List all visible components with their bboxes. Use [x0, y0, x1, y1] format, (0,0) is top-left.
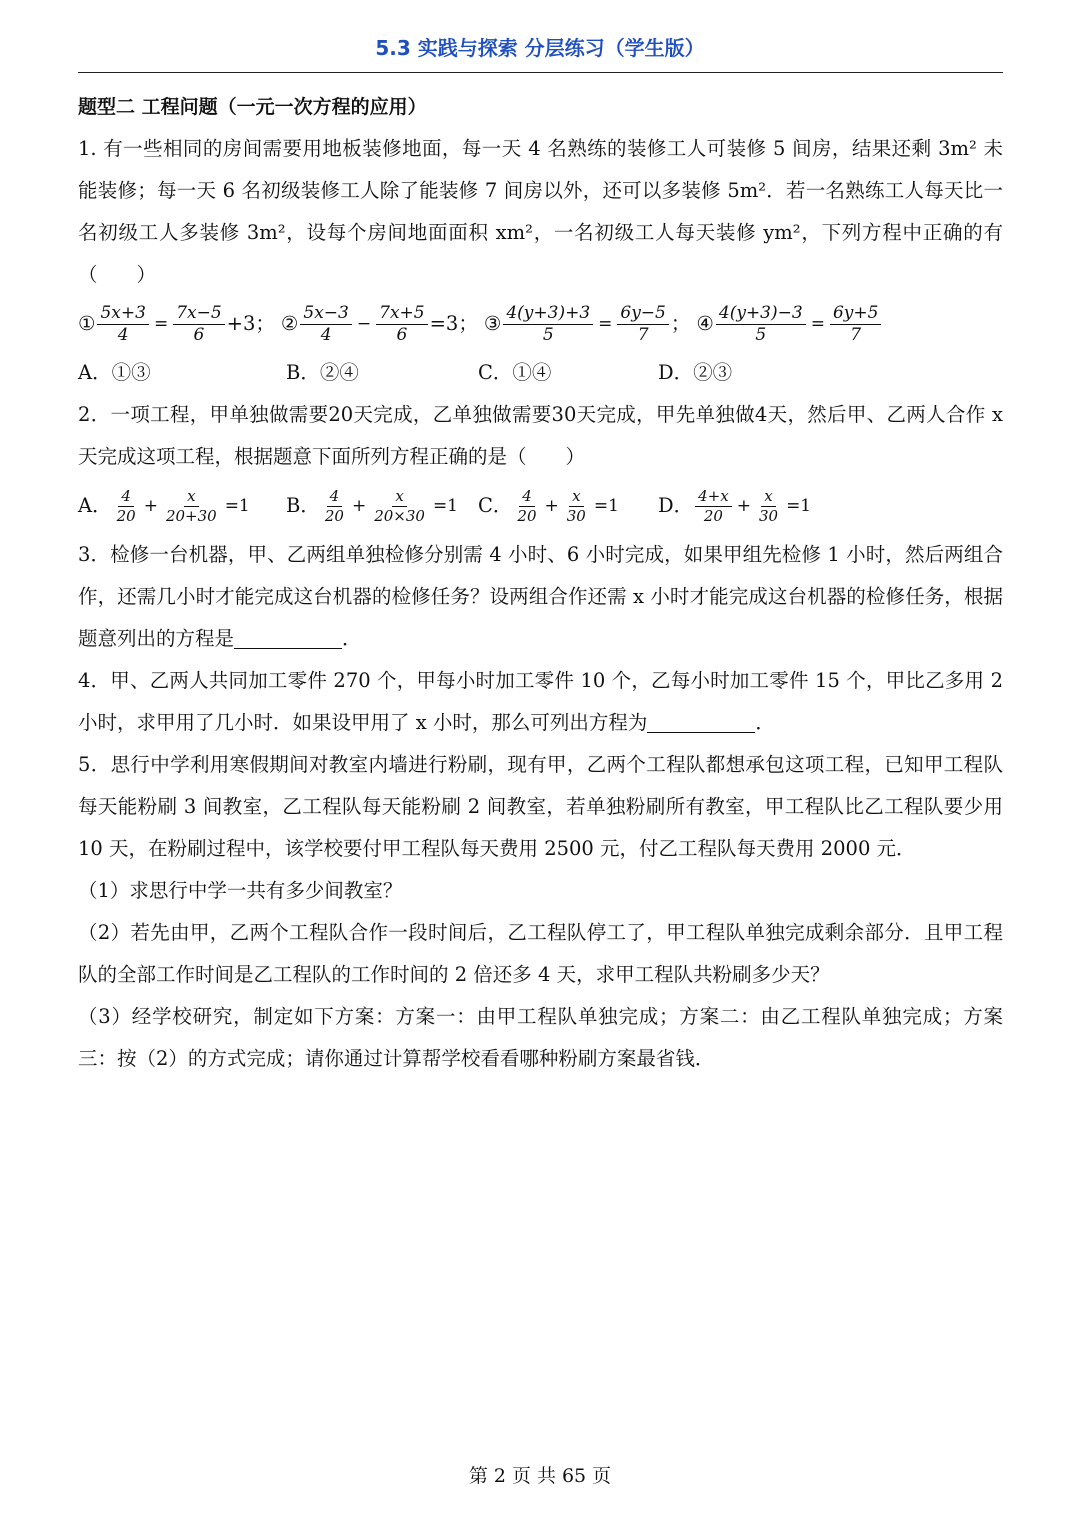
question-2-options	[78, 480, 1003, 532]
q1-option-d[interactable]: D．②③	[658, 361, 733, 384]
page-header: 5.3 实践与探索 分层练习（学生版）	[375, 36, 705, 60]
document-body	[78, 86, 1003, 1080]
eq4-frac-right: $\frac{6y+5}{7}$	[830, 303, 881, 346]
eq2-mark: ②	[280, 312, 299, 335]
eq1-frac-left: $\frac{5x+3}{4}$	[97, 303, 148, 346]
total-pages: 65	[561, 1465, 587, 1487]
question-2-text: 2．一项工程，甲单独做需要20天完成，乙单独做需要30天完成，甲先单独做4天，然后甲、乙两人合作 x 天完成这项工程，根据题意下面所列方程正确的是（ ）	[78, 403, 1003, 468]
q1-option-b[interactable]: B．②④	[286, 361, 359, 384]
page-number: 2	[493, 1465, 506, 1487]
question-1-options	[78, 352, 1003, 394]
q4-answer-blank[interactable]	[647, 708, 755, 733]
header-rule	[78, 72, 1003, 73]
eq3-mark: ③	[483, 312, 502, 335]
eq4-mark: ④	[696, 312, 714, 335]
q1-option-c[interactable]: C．①④	[478, 361, 552, 384]
eq3-frac-right: $\frac{6y-5}{7}$	[617, 303, 668, 346]
question-5-part-3: （3）经学校研究，制定如下方案：方案一：由甲工程队单独完成；方案二：由乙工程队单独完成；方案三：按（2）的方式完成；请你通过计算帮学校看看哪种粉刷方案最省钱．	[78, 1005, 1003, 1070]
eq4-frac-left: $\frac{4(y+3)-3}{5}$	[716, 303, 806, 346]
q2-option-c[interactable]: C． $\frac{4}{20}$ + $\frac{x}{30}$ =1	[478, 486, 619, 525]
eq2-frac-right: $\frac{7x+5}{6}$	[376, 303, 427, 346]
section-heading: 题型二 工程问题（一元一次方程的应用）	[78, 96, 427, 118]
question-5-part-1: （1）求思行中学一共有多少间教室？	[78, 879, 403, 902]
eq3-frac-left: $\frac{4(y+3)+3}{5}$	[503, 303, 593, 346]
page-footer: 第 2 页 共 65 页	[468, 1465, 612, 1487]
question-1-equations: ① $\frac{5x+3}{4}$ = $\frac{7x-5}{6}$ +3； ② $\frac{5x-3}{4}$ − $\frac{7x+5}{6}$ =3； ③ $\frac{4(y+3)+3}{5}$ = $\frac{6y-5}{7}$ ； ④ $\frac{4(y+3)-3}{5}$ = $\frac{6y+5}{7}$	[78, 298, 1003, 350]
eq1-mark: ①	[78, 312, 96, 335]
question-1-text: 1. 有一些相同的房间需要用地板装修地面，每一天 4 名熟练的装修工人可装修 5 间房，结果还剩 3m² 未能装修；每一天 6 名初级装修工人除了能装修 7 间房以外，还可以多装修 5m²．若一名熟练工人每天比一名初级工人多装修 3m²，设每个房间地面面积 xm²，一名初级工人每天装修 ym²，下列方程中正确的有（ ）	[78, 137, 1003, 286]
eq2-frac-left: $\frac{5x-3}{4}$	[300, 303, 351, 346]
q2-option-d[interactable]: D． $\frac{4+x}{20}$ + $\frac{x}{30}$ =1	[658, 486, 812, 525]
eq1-frac-right: $\frac{7x-5}{6}$	[173, 303, 224, 346]
q2-option-b[interactable]: B． $\frac{4}{20}$ + $\frac{x}{20\times 30}$ =1	[286, 486, 458, 525]
q1-option-a[interactable]: A．①③	[78, 361, 151, 384]
q3-answer-blank[interactable]	[234, 624, 342, 649]
question-4-text: 4．甲、乙两人共同加工零件 270 个，甲每小时加工零件 10 个，乙每小时加工零件 15 个，甲比乙多用 2 小时，求甲用了几小时．如果设甲用了 x 小时，那么可列出方程为 ．	[78, 669, 1003, 734]
q2-option-a[interactable]: A． $\frac{4}{20}$ + $\frac{x}{20+30}$ =1	[78, 486, 250, 525]
question-5-text: 5．思行中学利用寒假期间对教室内墙进行粉刷，现有甲，乙两个工程队都想承包这项工程，已知甲工程队每天能粉刷 3 间教室，乙工程队每天能粉刷 2 间教室，若单独粉刷所有教室，甲工程队比乙工程队要少用 10 天，在粉刷过程中，该学校要付甲工程队每天费用 2500 元，付乙工程队每天费用 2000 元．	[78, 753, 1003, 860]
question-3-text: 3．检修一台机器，甲、乙两组单独检修分别需 4 小时、6 小时完成，如果甲组先检修 1 小时，然后两组合作，还需几小时才能完成这台机器的检修任务？设两组合作还需 x 小时才能完成这台机器的检修任务，根据题意列出的方程是 ．	[78, 543, 1003, 650]
question-5-part-2: （2）若先由甲，乙两个工程队合作一段时间后，乙工程队停工了，甲工程队单独完成剩余部分．且甲工程队的全部工作时间是乙工程队的工作时间的 2 倍还多 4 天，求甲工程队共粉刷多少天？	[78, 921, 1003, 986]
